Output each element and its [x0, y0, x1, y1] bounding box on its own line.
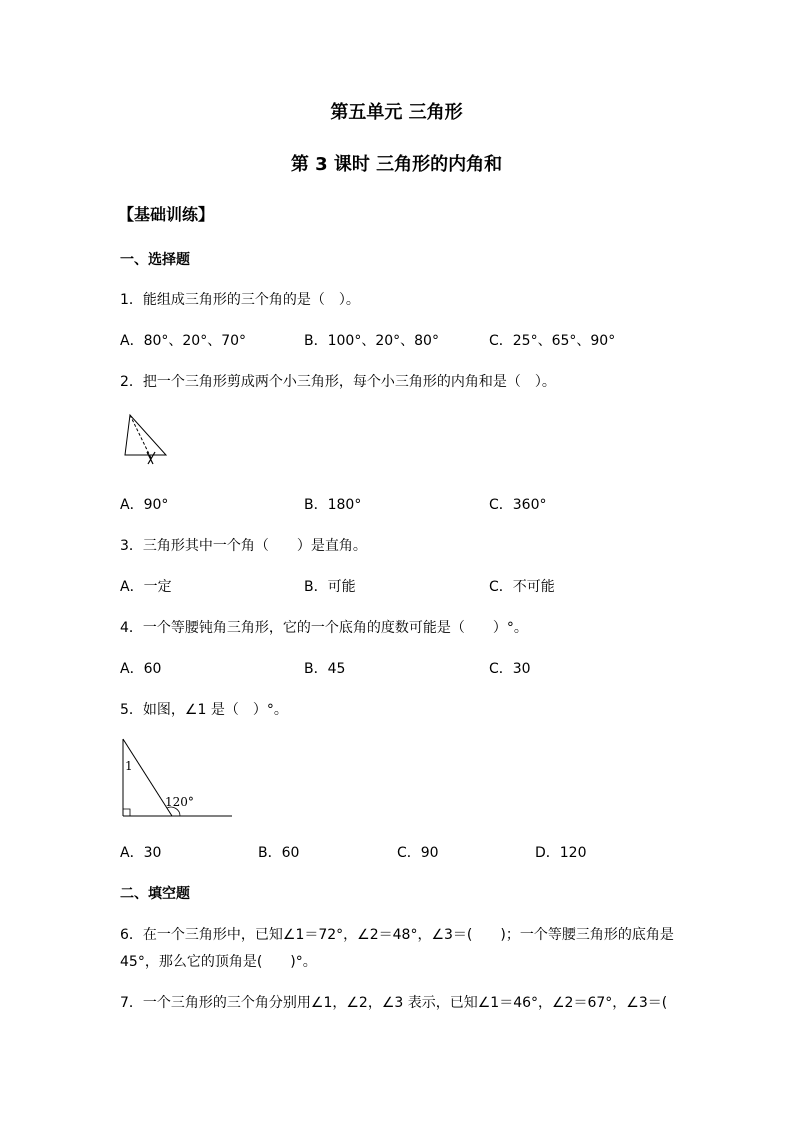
part-title-choice: 一、选择题: [120, 252, 190, 268]
question-6-line2: 45°，那么它的顶角是( )°。: [120, 954, 317, 970]
q1-option-a: A．80°、20°、70°: [120, 333, 247, 349]
section-title: 【基础训练】: [118, 205, 215, 224]
q4-option-a: A．60: [120, 661, 162, 677]
q2-option-c: C．360°: [489, 497, 547, 513]
q2-option-b: B．180°: [304, 497, 362, 513]
triangle-cut-figure: [120, 410, 172, 468]
q3-option-b: B．可能: [304, 579, 356, 595]
question-2: 2．把一个三角形剪成两个小三角形，每个小三角形的内角和是（ ）。: [120, 374, 556, 390]
part-title-fill: 二、填空题: [120, 886, 190, 902]
q3-option-a: A．一定: [120, 579, 172, 595]
question-3: 3．三角形其中一个角（ ）是直角。: [120, 538, 367, 554]
lesson-title: 第 3 课时 三角形的内角和: [290, 154, 503, 175]
q3-option-c: C．不可能: [489, 579, 555, 595]
q5-option-b: B．60: [258, 845, 300, 861]
q4-option-b: B．45: [304, 661, 346, 677]
question-7-line1: 7．一个三角形的三个角分别用∠1，∠2，∠3 表示，已知∠1＝46°，∠2＝67°，∠3＝(: [120, 995, 668, 1011]
q2-option-a: A．90°: [120, 497, 169, 513]
right-triangle-figure: [118, 736, 236, 822]
question-6-line1: 6．在一个三角形中，已知∠1＝72°，∠2＝48°，∠3＝( )；一个等腰三角形的底角是: [120, 927, 674, 943]
question-1: 1．能组成三角形的三个角的是（ ）。: [120, 292, 360, 308]
q5-option-c: C．90: [397, 845, 439, 861]
unit-title: 第五单元 三角形: [330, 102, 463, 123]
angle-120-label: 120°: [165, 795, 194, 809]
angle-1-label: 1: [125, 759, 133, 773]
q5-option-d: D．120: [535, 845, 587, 861]
question-4: 4．一个等腰钝角三角形，它的一个底角的度数可能是（ ）°。: [120, 620, 528, 636]
q5-option-a: A．30: [120, 845, 162, 861]
q1-option-b: B．100°、20°、80°: [304, 333, 439, 349]
q4-option-c: C．30: [489, 661, 531, 677]
q1-option-c: C．25°、65°、90°: [489, 333, 616, 349]
question-5: 5．如图，∠1 是（ ）°。: [120, 702, 288, 718]
